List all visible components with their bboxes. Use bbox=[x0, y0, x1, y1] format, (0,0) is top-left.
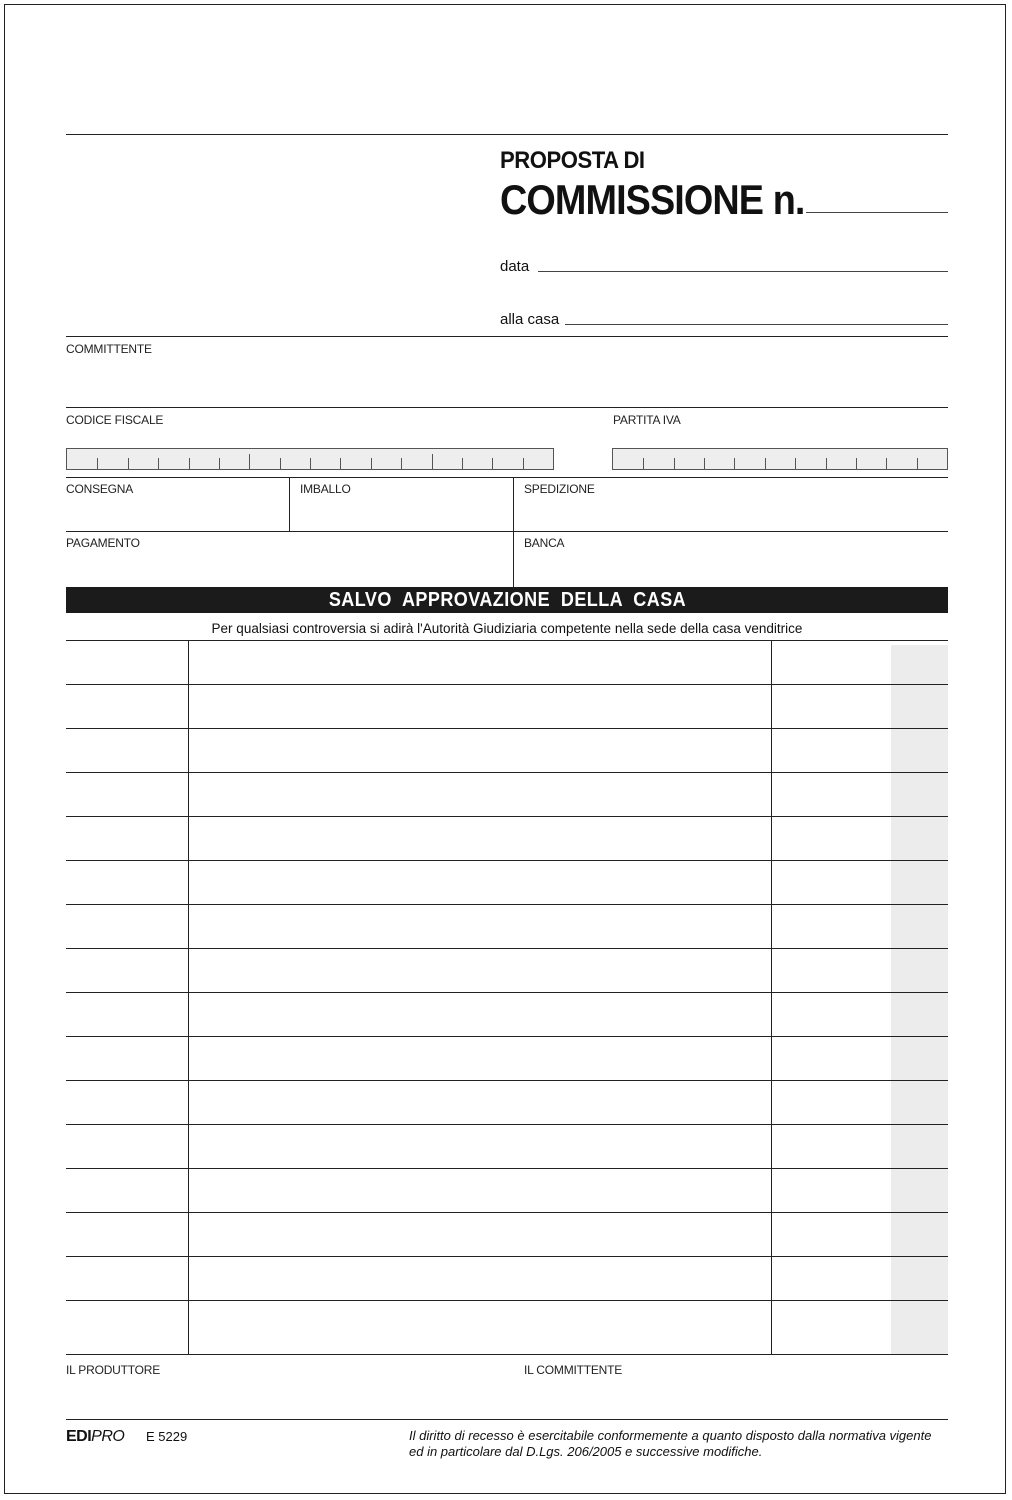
form-code: E 5229 bbox=[146, 1429, 188, 1444]
spedizione-label: SPEDIZIONE bbox=[524, 482, 595, 496]
table-row-rule bbox=[66, 816, 948, 817]
codice-fiscale-field[interactable] bbox=[66, 448, 554, 470]
table-row-rule bbox=[66, 1256, 948, 1257]
box-tick bbox=[856, 458, 857, 469]
box-tick bbox=[886, 458, 887, 469]
box-tick bbox=[674, 458, 675, 469]
divider bbox=[289, 477, 290, 531]
shipping-rule bbox=[66, 531, 948, 532]
box-tick bbox=[280, 458, 281, 469]
partita-iva-label: PARTITA IVA bbox=[613, 413, 681, 427]
box-tick bbox=[523, 458, 524, 469]
table-row[interactable] bbox=[66, 1126, 948, 1167]
box-tick bbox=[795, 458, 796, 469]
title-line-1: PROPOSTA DI bbox=[500, 147, 645, 174]
box-tick bbox=[734, 458, 735, 469]
top-rule bbox=[66, 134, 948, 135]
producer-signature-label: IL PRODUTTORE bbox=[66, 1363, 161, 1377]
house-field[interactable] bbox=[565, 324, 948, 325]
box-tick bbox=[432, 454, 433, 469]
table-row[interactable] bbox=[66, 906, 948, 947]
box-tick bbox=[371, 458, 372, 469]
box-tick bbox=[765, 458, 766, 469]
box-tick bbox=[704, 458, 705, 469]
table-row-rule bbox=[66, 1036, 948, 1037]
table-row-rule bbox=[66, 948, 948, 949]
table-row-rule bbox=[66, 1168, 948, 1169]
table-row[interactable] bbox=[66, 950, 948, 991]
table-row-rule bbox=[66, 1300, 948, 1301]
date-label: data bbox=[500, 258, 530, 275]
table-row-rule bbox=[66, 992, 948, 993]
box-tick bbox=[340, 458, 341, 469]
codice-fiscale-label: CODICE FISCALE bbox=[66, 413, 164, 427]
table-row[interactable] bbox=[66, 818, 948, 859]
table-row-rule bbox=[66, 1080, 948, 1081]
table-bottom-rule bbox=[66, 1354, 948, 1355]
date-field[interactable] bbox=[538, 271, 948, 272]
divider bbox=[513, 531, 514, 587]
table-row-rule bbox=[66, 684, 948, 685]
consegna-label: CONSEGNA bbox=[66, 482, 134, 496]
box-tick bbox=[401, 458, 402, 469]
table-column-divider bbox=[771, 640, 772, 1354]
box-tick bbox=[643, 458, 644, 469]
table-row-rule bbox=[66, 860, 948, 861]
committente-field[interactable] bbox=[66, 356, 948, 406]
table-row[interactable] bbox=[66, 1258, 948, 1299]
box-tick bbox=[189, 458, 190, 469]
table-row[interactable] bbox=[66, 994, 948, 1035]
table-row[interactable] bbox=[66, 1302, 948, 1343]
box-tick bbox=[462, 458, 463, 469]
box-tick bbox=[97, 458, 98, 469]
box-tick bbox=[492, 458, 493, 469]
pagamento-label: PAGAMENTO bbox=[66, 536, 140, 550]
table-row-rule bbox=[66, 772, 948, 773]
legal-line-1: Il diritto di recesso è esercitabile conformemente a quanto disposto dalla normativa vigente bbox=[409, 1428, 932, 1443]
producer-signature-field[interactable] bbox=[66, 1380, 506, 1416]
divider bbox=[513, 477, 514, 531]
box-tick bbox=[917, 458, 918, 469]
imballo-label: IMBALLO bbox=[300, 482, 351, 496]
table-top-rule bbox=[66, 640, 948, 641]
box-tick bbox=[310, 458, 311, 469]
table-row[interactable] bbox=[66, 1214, 948, 1255]
box-tick bbox=[158, 458, 159, 469]
banca-field[interactable] bbox=[516, 550, 948, 584]
imballo-field[interactable] bbox=[292, 496, 512, 530]
partita-iva-field[interactable] bbox=[612, 448, 948, 470]
commission-number-field[interactable] bbox=[806, 212, 948, 213]
committente-rule bbox=[66, 407, 948, 408]
table-column-divider bbox=[188, 640, 189, 1354]
box-tick bbox=[249, 454, 250, 469]
table-row-rule bbox=[66, 728, 948, 729]
table-row[interactable] bbox=[66, 1170, 948, 1211]
jurisdiction-note: Per qualsiasi controversia si adirà l'Autorità Giudiziaria competente nella sede della casa venditrice bbox=[211, 621, 803, 636]
box-tick bbox=[128, 458, 129, 469]
table-row[interactable] bbox=[66, 1082, 948, 1123]
table-row[interactable] bbox=[66, 774, 948, 815]
fiscal-rule bbox=[66, 477, 948, 478]
logo-italic: PRO bbox=[91, 1428, 125, 1445]
title-line-2: COMMISSIONE n. bbox=[500, 176, 805, 223]
edipro-logo bbox=[66, 1428, 124, 1446]
table-row[interactable] bbox=[66, 1038, 948, 1079]
client-signature-field[interactable] bbox=[524, 1380, 948, 1416]
consegna-field[interactable] bbox=[66, 496, 288, 530]
pagamento-field[interactable] bbox=[66, 550, 510, 584]
box-tick bbox=[219, 458, 220, 469]
banca-label: BANCA bbox=[524, 536, 565, 550]
table-row[interactable] bbox=[66, 686, 948, 727]
logo-bold: EDI bbox=[66, 1428, 92, 1445]
table-row-rule bbox=[66, 904, 948, 905]
approval-banner bbox=[66, 587, 948, 613]
footer-rule bbox=[66, 1419, 948, 1420]
table-row[interactable] bbox=[66, 730, 948, 771]
section-rule bbox=[66, 336, 948, 337]
house-label: alla casa bbox=[500, 311, 560, 328]
table-row[interactable] bbox=[66, 862, 948, 903]
table-row[interactable] bbox=[66, 642, 948, 683]
spedizione-field[interactable] bbox=[516, 496, 948, 530]
approval-banner-text: SALVO APPROVAZIONE DELLA CASA bbox=[328, 589, 686, 611]
committente-label: COMMITTENTE bbox=[66, 342, 152, 356]
table-row-rule bbox=[66, 1124, 948, 1125]
legal-line-2: ed in particolare dal D.Lgs. 206/2005 e successive modifiche. bbox=[409, 1444, 763, 1459]
table-row-rule bbox=[66, 1212, 948, 1213]
client-signature-label: IL COMMITTENTE bbox=[524, 1363, 623, 1377]
box-tick bbox=[826, 458, 827, 469]
